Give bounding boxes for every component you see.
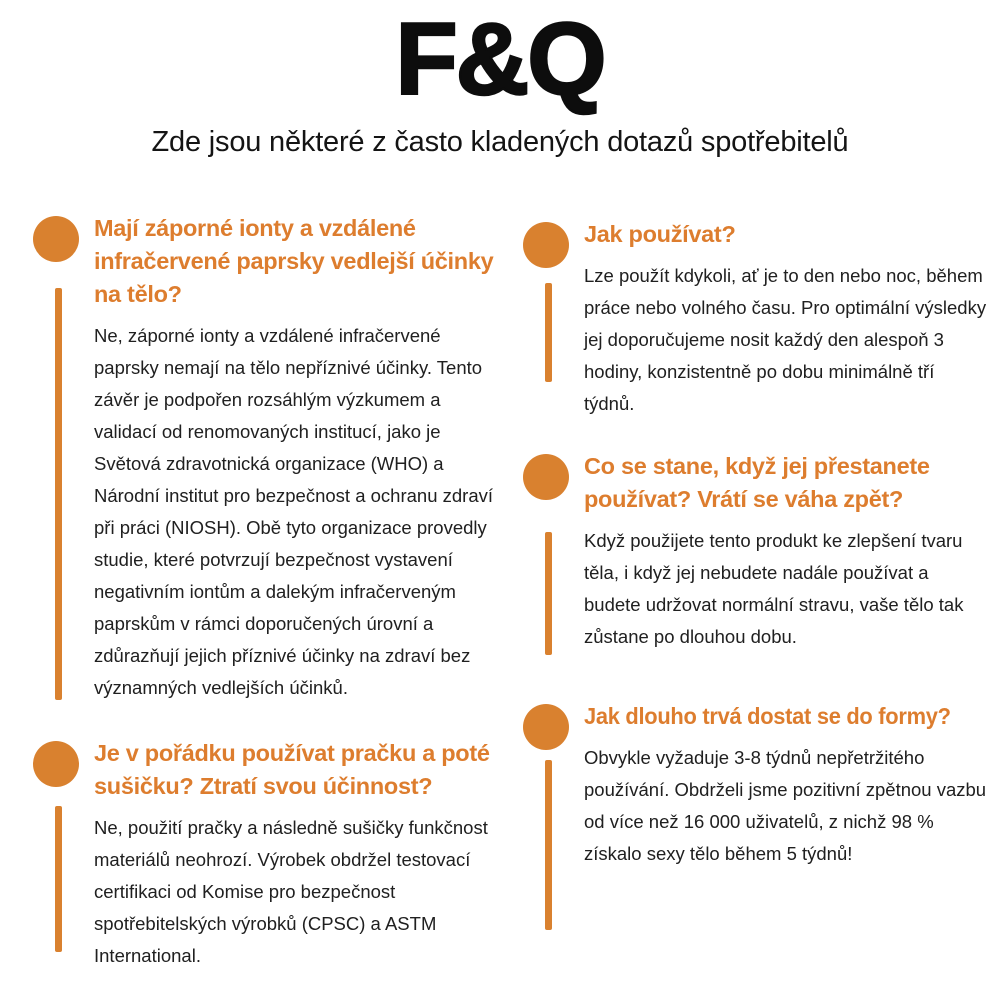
page-title: F&Q (395, 2, 605, 116)
faq-item-negative-ions (33, 212, 507, 704)
accent-line (55, 806, 62, 952)
faq-answer: Ne, použití pračky a následně sušičky funkčnost materiálů neohrozí. Výrobek obdržel testovací certifikaci od Komise pro bezpečnost spotřebitelských výrobků (CPSC) a ASTM International. (94, 817, 488, 966)
faq-item-stop-using (523, 450, 988, 653)
bullet-dot (523, 222, 569, 268)
faq-question: Mají záporné ionty a vzdálené infračervené paprsky vedlejší účinky na tělo? (94, 215, 494, 307)
faq-item-washer-dryer (33, 737, 507, 972)
accent-line (55, 288, 62, 700)
accent-line (545, 760, 552, 930)
faq-question: Je v pořádku používat pračku a poté sušičku? Ztratí svou účinnost? (94, 740, 490, 799)
accent-line (545, 283, 552, 382)
faq-column-right (523, 0, 988, 1000)
faq-item-how-to-use (523, 218, 988, 420)
bullet-dot (33, 216, 79, 262)
faq-question: Jak dlouho trvá dostat se do formy? (584, 703, 951, 729)
faq-answer: Když použijete tento produkt ke zlepšení tvaru těla, i když jej nebudete nadále používat a budete udržovat normální stravu, vaše tělo tak zůstane po dlouhou dobu. (584, 530, 964, 647)
faq-answer: Lze použít kdykoli, ať je to den nebo noc, během práce nebo volného času. Pro optimální výsledky jej doporučujeme nosit každý den alespoň 3 hodiny, konzistentně po dobu minimálně tří týdnů. (584, 265, 987, 414)
faq-question: Jak používat? (584, 221, 736, 247)
faq-answer: Ne, záporné ionty a vzdálené infračervené paprsky nemají na tělo nepříznivé účinky. Tento závěr je podpořen rozsáhlým výzkumem a validací od renomovaných institucí, jako je Světová zdravotnická organizace (WHO) a Národní institut pro bezpečnost a ochranu zdraví při práci (NIOSH). Obě tyto organizace provedly studie, které potvrzují bezpečnost vystavení negativním iontům a dalekým infračerveným paprskům v rámci doporučených úrovní a zdůrazňují jejich příznivé účinky na zdraví bez významných vedlejších účinků. (94, 325, 494, 698)
bullet-dot (523, 454, 569, 500)
bullet-dot (523, 704, 569, 750)
faq-question: Co se stane, když jej přestanete používat? Vrátí se váha zpět? (584, 453, 930, 512)
bullet-dot (33, 741, 79, 787)
page-subtitle: Zde jsou některé z často kladených dotazů spotřebitelů (151, 126, 849, 158)
faq-answer: Obvykle vyžaduje 3-8 týdnů nepřetržitého používání. Obdrželi jsme pozitivní zpětnou vazbu od více než 16 000 uživatelů, z nichž 98 % získalo sexy tělo během 5 týdnů! (584, 747, 987, 864)
faq-item-get-in-shape (523, 700, 988, 870)
faq-column-left (33, 0, 507, 1000)
accent-line (545, 532, 552, 655)
